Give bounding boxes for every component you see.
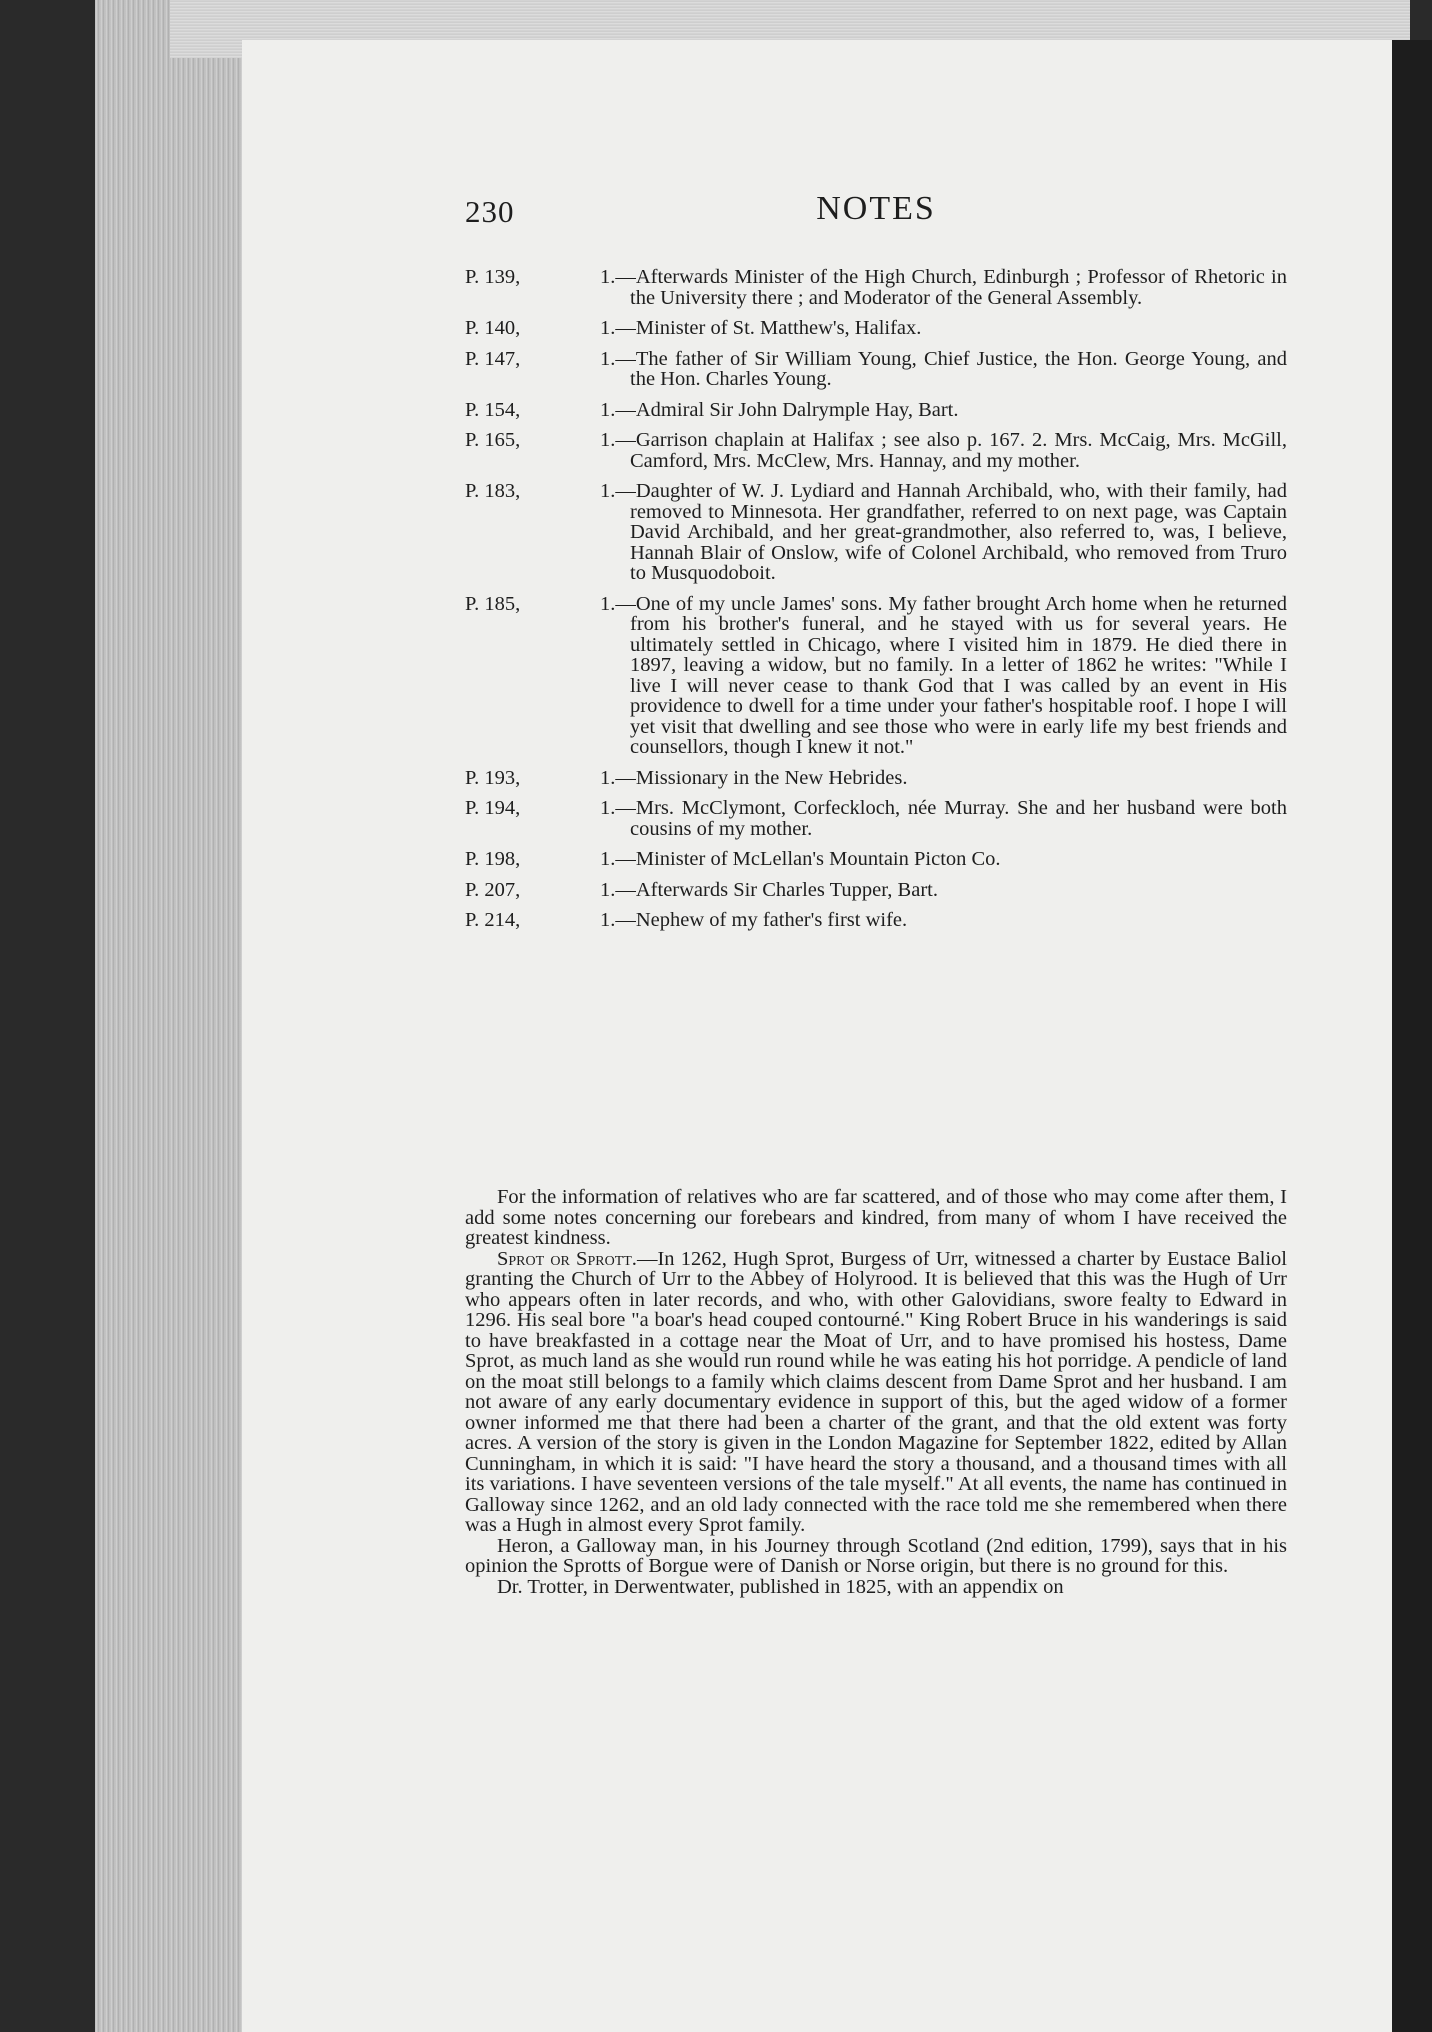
note-text: 1.—Nephew of my father's first wife. (600, 909, 908, 931)
note-ref: P. 185, (465, 592, 521, 615)
note-text: 1.—The father of Sir William Young, Chief Justice, the Hon. George Young, and the Hon. Charles Young. (600, 347, 1287, 390)
paragraph: Heron, a Galloway man, in his Journey through Scotland (2nd edition, 1799), says that in his opinion the Sprotts of Borgue were of Danish or Norse origin, but there is no ground for this. (465, 1534, 1287, 1577)
note-item (465, 849, 1287, 870)
note-item (465, 400, 1287, 421)
note-text: 1.—Afterwards Sir Charles Tupper, Bart. (600, 878, 938, 901)
book-page-edges (95, 0, 255, 2032)
note-text: 1.—Garrison chaplain at Halifax ; see also p. 167. 2. Mrs. McCaig, Mrs. McGill, Camford, Mrs. McClew, Mrs. Hannay, and my mother. (600, 429, 1287, 472)
note-ref: P. 147, (465, 347, 521, 370)
body-text (465, 1187, 1287, 1597)
note-item (465, 318, 1287, 339)
note-ref: P. 183, (465, 480, 521, 502)
page-header (465, 190, 1287, 240)
note-item (465, 768, 1287, 789)
page-shadow (1392, 40, 1432, 2032)
note-ref: P. 165, (465, 429, 521, 451)
note-text: 1.—Minister of McLellan's Mountain Picton Co. (600, 848, 1001, 870)
paragraph-text: —In 1262, Hugh Sprot, Burgess of Urr, witnessed a charter by Eustace Baliol granting the Church of Urr to the Abbey of Holyrood. It is believed that this was the Hugh of Urr who appears often in later records, and who, with other Galovidians, swore fealty to Edward in 1296. His seal bore "a boar's head couped contourné." King Robert Bruce in his wanderings is said to have breakfasted in a cottage near the Moat of Urr, and to have promised his hostess, Dame Sprot, as much land as she would run round while he was eating his hot porridge. A pendicle of land on the moat still belongs to a family which claims descent from Dame Sprot and her husband. I am not aware of any early documentary evidence in support of this, but the aged widow of a former owner informed me that there had been a charter of the grant, and that the old extent was forty acres. A version of the story is given in the London Magazine for September 1822, edited by Allan Cunningham, in which it is said: "I have heard the story a thousand, and a thousand times with all its variations. I have seventeen versions of the tale myself." At all events, the name has continued in Galloway since 1262, and an old lady connected with the race told me she remembered when there was a Hugh in almost every Sprot family. (465, 1247, 1288, 1536)
note-item (465, 910, 1287, 931)
note-item (465, 481, 1287, 584)
note-item (465, 349, 1287, 390)
note-item (465, 798, 1287, 839)
note-item (465, 880, 1287, 901)
notes-list (465, 267, 1287, 941)
paragraph: Dr. Trotter, in Derwentwater, published in 1825, with an appendix on (497, 1575, 1064, 1598)
note-text: 1.—Afterwards Minister of the High Church, Edinburgh ; Professor of Rhetoric in the University there ; and Moderator of the General Assembly. (600, 266, 1287, 309)
page-number: 230 (465, 194, 515, 229)
paragraph (465, 1249, 1287, 1536)
note-ref: P. 139, (465, 266, 521, 288)
note-item (465, 430, 1287, 471)
note-text: 1.—Daughter of W. J. Lydiard and Hannah Archibald, who, with their family, had removed to Minnesota. Her grandfather, referred to on next page, was Captain David Archibald, and her great-grandmother, also referred to, was, I believe, Hannah Blair of Onslow, wife of Colonel Archibald, who removed from Truro to Musquodoboit. (600, 480, 1287, 584)
paragraph: For the information of relatives who are far scattered, and of those who may come after them, I add some notes concerning our forebears and kindred, from many of whom I have received the greatest kindness. (465, 1186, 1287, 1249)
note-ref: P. 214, (465, 909, 521, 931)
note-ref: P. 193, (465, 766, 521, 789)
page-title: NOTES (816, 190, 936, 227)
note-text: 1.—Missionary in the New Hebrides. (600, 766, 908, 789)
note-item (465, 594, 1287, 758)
note-text: 1.—One of my uncle James' sons. My father brought Arch home when he returned from his brother's funeral, and he stayed with us for several years. He ultimately settled in Chicago, where I visited him in 1879. He died there in 1897, leaving a widow, but no family. In a letter of 1862 he writes: "While I live I will never cease to thank God that I was called by an event in His providence to dwell for a time under your father's hospitable roof. I hope I will yet visit that dwelling and see those who were in early life my best friends and counsellors, though I knew it not." (600, 592, 1287, 758)
note-ref: P. 154, (465, 398, 521, 421)
note-ref: P. 194, (465, 797, 521, 819)
note-text: 1.—Mrs. McClymont, Corfeckloch, née Murray. She and her husband were both cousins of my mother. (600, 797, 1287, 840)
note-text: 1.—Minister of St. Matthew's, Halifax. (600, 317, 922, 339)
note-item (465, 267, 1287, 308)
section-heading: Sprot or Sprott. (497, 1247, 637, 1270)
note-ref: P. 207, (465, 878, 521, 901)
note-text: 1.—Admiral Sir John Dalrymple Hay, Bart. (600, 398, 959, 421)
note-ref: P. 198, (465, 848, 521, 870)
note-ref: P. 140, (465, 317, 521, 339)
